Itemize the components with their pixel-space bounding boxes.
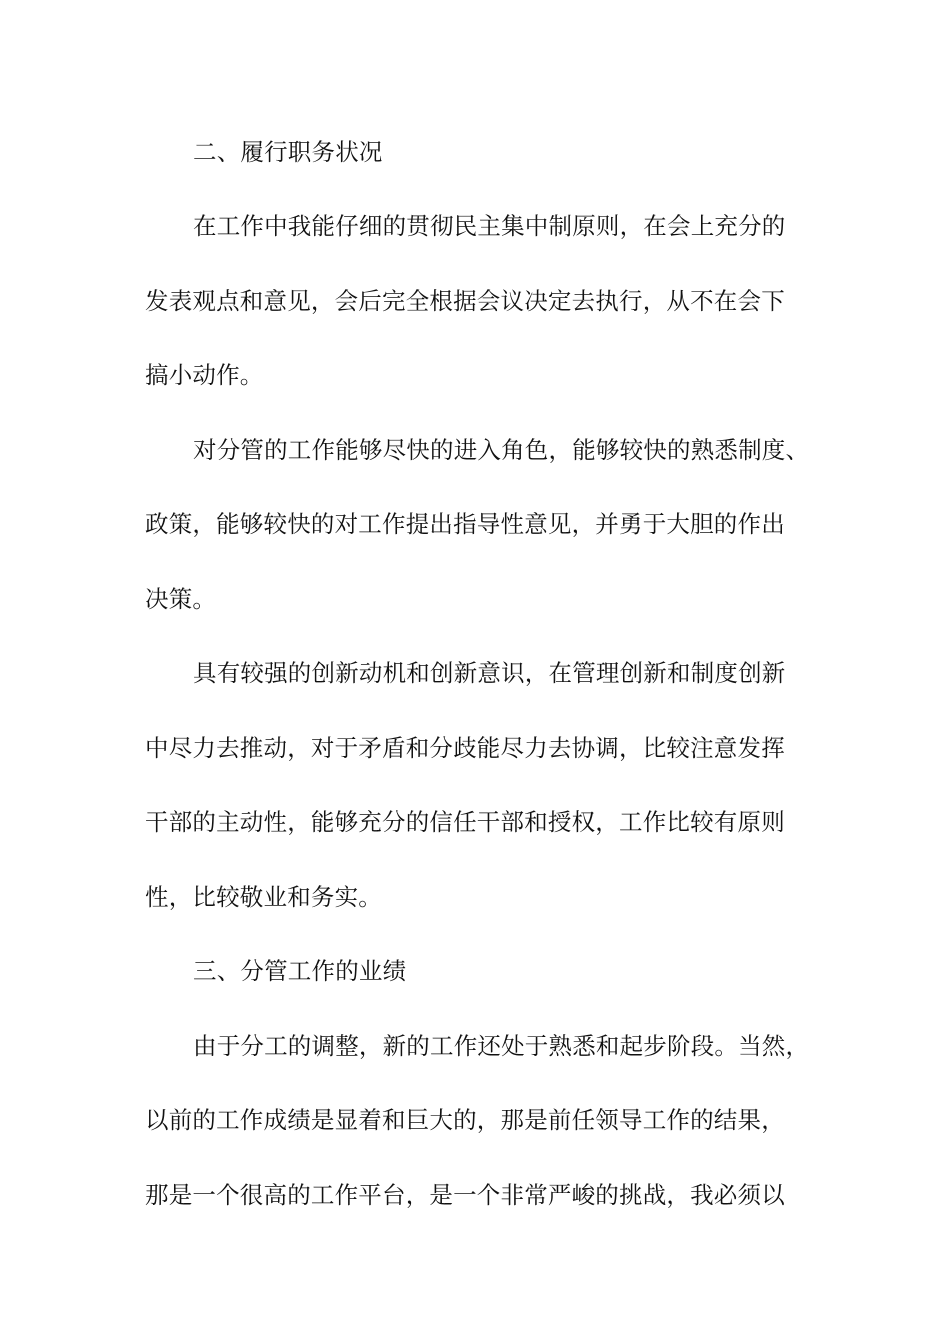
paragraph-line: 决策。 [145,585,217,613]
paragraph-line: 那是一个很高的工作平台，是一个非常严峻的挑战，我必须以 [145,1181,785,1209]
paragraph-line: 在工作中我能仔细的贯彻民主集中制原则，在会上充分的 [193,212,786,240]
paragraph-line: 搞小动作。 [145,361,264,389]
section-heading: 三、分管工作的业绩 [193,957,407,985]
paragraph-line: 对分管的工作能够尽快的进入角色，能够较快的熟悉制度、 [193,436,810,464]
paragraph-line: 政策，能够较快的对工作提出指导性意见，并勇于大胆的作出 [145,510,785,538]
paragraph-line: 以前的工作成绩是显着和巨大的，那是前任领导工作的结果， [145,1106,785,1134]
paragraph-line: 由于分工的调整，新的工作还处于熟悉和起步阶段。当然， [193,1032,810,1060]
paragraph-line: 性，比较敬业和务实。 [145,883,382,911]
paragraph-line: 干部的主动性，能够充分的信任干部和授权，工作比较有原则 [145,808,785,836]
paragraph-line: 发表观点和意见，会后完全根据会议决定去执行，从不在会下 [145,287,785,315]
paragraph-line: 具有较强的创新动机和创新意识，在管理创新和制度创新 [193,659,786,687]
section-heading: 二、履行职务状况 [193,138,383,166]
paragraph-line: 中尽力去推动，对于矛盾和分歧能尽力去协调，比较注意发挥 [145,734,785,762]
